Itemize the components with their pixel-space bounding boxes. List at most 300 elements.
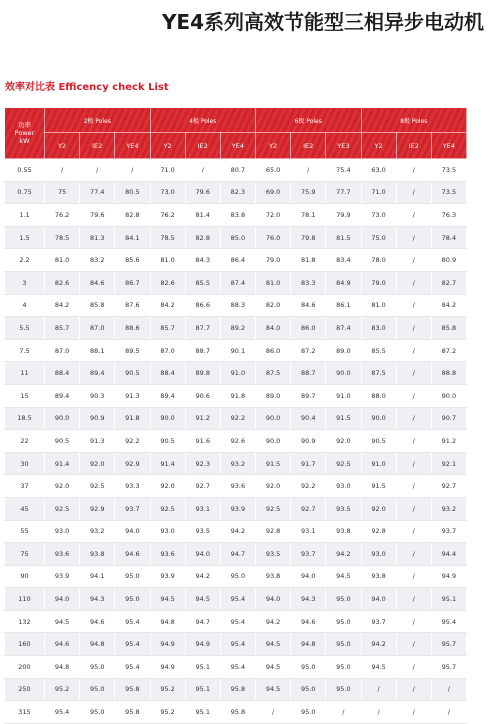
efficiency-cell: 92.3	[185, 452, 220, 475]
efficiency-cell: 86.6	[185, 294, 220, 317]
table-row	[5, 362, 467, 385]
power-cell: 30	[5, 452, 45, 475]
efficiency-cell: 92.0	[326, 430, 361, 453]
efficiency-cell: 73.5	[431, 181, 466, 204]
efficiency-cell: 85.5	[185, 271, 220, 294]
efficiency-cell: /	[396, 384, 431, 407]
efficiency-cell: 83.4	[326, 249, 361, 272]
efficiency-cell: 84.6	[291, 294, 326, 317]
efficiency-cell: 94.0	[361, 588, 396, 611]
efficiency-cell: 92.5	[150, 497, 185, 520]
efficiency-cell: 93.2	[431, 497, 466, 520]
efficiency-table	[4, 107, 467, 724]
efficiency-cell: 95.0	[326, 678, 361, 701]
efficiency-cell: 91.5	[326, 407, 361, 430]
efficiency-cell: 95.0	[80, 656, 115, 679]
efficiency-cell: 94.3	[80, 588, 115, 611]
efficiency-cell: 93.8	[80, 543, 115, 566]
efficiency-cell: 82.8	[115, 204, 150, 227]
efficiency-cell: 94.6	[80, 610, 115, 633]
efficiency-cell: 95.0	[291, 701, 326, 724]
efficiency-cell: 78.5	[150, 226, 185, 249]
efficiency-cell: 89.0	[256, 384, 291, 407]
table-row	[5, 701, 467, 724]
efficiency-cell: 84.2	[45, 294, 80, 317]
efficiency-cell: /	[361, 701, 396, 724]
power-cell: 160	[5, 633, 45, 656]
efficiency-cell: 93.7	[115, 497, 150, 520]
power-header-zh: 功率	[18, 121, 31, 129]
efficiency-cell: 93.9	[45, 565, 80, 588]
efficiency-cell: 82.6	[45, 271, 80, 294]
efficiency-cell: /	[396, 362, 431, 385]
efficiency-cell: 78.5	[45, 226, 80, 249]
efficiency-cell: 91.6	[185, 430, 220, 453]
efficiency-cell: 94.0	[185, 543, 220, 566]
table-row	[5, 271, 467, 294]
efficiency-cell: 71.0	[361, 181, 396, 204]
efficiency-cell: 69.0	[256, 181, 291, 204]
efficiency-cell: 87.0	[150, 339, 185, 362]
efficiency-cell: 95.4	[431, 610, 466, 633]
efficiency-cell: 92.0	[45, 475, 80, 498]
efficiency-cell: 86.0	[256, 339, 291, 362]
efficiency-cell: 91.0	[361, 452, 396, 475]
efficiency-cell: 95.1	[185, 678, 220, 701]
efficiency-cell: /	[396, 588, 431, 611]
efficiency-cell: 93.0	[361, 543, 396, 566]
efficiency-cell: 87.5	[256, 362, 291, 385]
efficiency-cell: 93.9	[220, 497, 255, 520]
efficiency-cell: 94.9	[431, 565, 466, 588]
efficiency-cell: 79.9	[326, 204, 361, 227]
power-cell: 1.5	[5, 226, 45, 249]
efficiency-cell: 94.2	[361, 633, 396, 656]
efficiency-cell: 75.4	[326, 159, 361, 182]
efficiency-cell: 88.4	[150, 362, 185, 385]
efficiency-cell: 95.4	[220, 633, 255, 656]
efficiency-cell: /	[185, 159, 220, 182]
table-row	[5, 181, 467, 204]
page-title: YE4系列高效节能型三相异步电动机	[161, 10, 484, 34]
efficiency-cell: 79.0	[361, 271, 396, 294]
sub-header: Y2	[45, 133, 80, 159]
efficiency-cell: 93.7	[291, 543, 326, 566]
efficiency-cell: 93.2	[220, 452, 255, 475]
efficiency-cell: 88.3	[220, 294, 255, 317]
pole-group-6: 6极 Poles	[256, 108, 362, 133]
efficiency-cell: 95.1	[185, 656, 220, 679]
efficiency-cell: 92.5	[45, 497, 80, 520]
efficiency-cell: /	[396, 610, 431, 633]
efficiency-cell: 91.0	[326, 384, 361, 407]
efficiency-cell: 82.3	[220, 181, 255, 204]
power-cell: 315	[5, 701, 45, 724]
efficiency-cell: 86.1	[326, 294, 361, 317]
efficiency-cell: /	[396, 520, 431, 543]
efficiency-cell: 78.1	[291, 204, 326, 227]
efficiency-cell: 90.0	[45, 407, 80, 430]
efficiency-cell: 90.5	[115, 362, 150, 385]
efficiency-cell: 88.8	[431, 362, 466, 385]
efficiency-cell: 92.0	[80, 452, 115, 475]
efficiency-cell: 93.6	[150, 543, 185, 566]
efficiency-cell: 76.2	[150, 204, 185, 227]
efficiency-cell: 93.7	[431, 520, 466, 543]
efficiency-cell: /	[396, 701, 431, 724]
efficiency-cell: 95.4	[115, 656, 150, 679]
sub-header: YE4	[431, 133, 466, 159]
table-row	[5, 656, 467, 679]
efficiency-cell: 79.0	[256, 249, 291, 272]
efficiency-cell: 95.0	[326, 588, 361, 611]
power-cell: 55	[5, 520, 45, 543]
efficiency-cell: 92.5	[256, 497, 291, 520]
efficiency-cell: 81.3	[80, 226, 115, 249]
efficiency-cell: 95.1	[431, 588, 466, 611]
efficiency-cell: 87.0	[80, 317, 115, 340]
efficiency-cell: 76.0	[256, 226, 291, 249]
efficiency-cell: 92.2	[115, 430, 150, 453]
power-cell: 2.2	[5, 249, 45, 272]
efficiency-cell: 94.5	[256, 656, 291, 679]
efficiency-cell: 94.6	[45, 633, 80, 656]
efficiency-cell: 91.2	[431, 430, 466, 453]
efficiency-cell: 88.0	[361, 384, 396, 407]
efficiency-cell: 92.7	[185, 475, 220, 498]
table-body	[5, 159, 467, 724]
efficiency-cell: 95.4	[220, 588, 255, 611]
efficiency-cell: 91.8	[220, 384, 255, 407]
efficiency-cell: 93.5	[256, 543, 291, 566]
efficiency-cell: 85.7	[45, 317, 80, 340]
efficiency-cell: 91.5	[361, 475, 396, 498]
efficiency-cell: /	[396, 204, 431, 227]
efficiency-cell: 94.4	[431, 543, 466, 566]
efficiency-cell: 77.4	[80, 181, 115, 204]
table-row	[5, 633, 467, 656]
efficiency-cell: 85.8	[431, 317, 466, 340]
sub-header: IE2	[80, 133, 115, 159]
efficiency-cell: 94.5	[256, 678, 291, 701]
efficiency-cell: 95.1	[185, 701, 220, 724]
table-row	[5, 452, 467, 475]
efficiency-cell: 73.0	[150, 181, 185, 204]
table-row	[5, 497, 467, 520]
efficiency-cell: 95.0	[291, 656, 326, 679]
efficiency-cell: 94.0	[45, 588, 80, 611]
efficiency-cell: 81.8	[291, 249, 326, 272]
efficiency-cell: 79.8	[291, 226, 326, 249]
sub-header: YE4	[115, 133, 150, 159]
efficiency-cell: 88.1	[80, 339, 115, 362]
efficiency-cell: 78.4	[431, 226, 466, 249]
efficiency-cell: 92.2	[220, 407, 255, 430]
table-row	[5, 159, 467, 182]
efficiency-cell: 63.0	[361, 159, 396, 182]
efficiency-cell: 87.0	[45, 339, 80, 362]
efficiency-cell: 90.0	[150, 407, 185, 430]
efficiency-cell: 83.2	[80, 249, 115, 272]
power-cell: 0.55	[5, 159, 45, 182]
power-column-header	[5, 108, 45, 159]
efficiency-cell: 81.4	[185, 204, 220, 227]
table-row	[5, 588, 467, 611]
efficiency-cell: 91.0	[220, 362, 255, 385]
efficiency-cell: 91.2	[185, 407, 220, 430]
efficiency-cell: 79.6	[185, 181, 220, 204]
efficiency-cell: /	[396, 181, 431, 204]
efficiency-cell: 85.6	[115, 249, 150, 272]
efficiency-cell: 85.5	[361, 339, 396, 362]
power-cell: 90	[5, 565, 45, 588]
efficiency-cell: /	[396, 407, 431, 430]
efficiency-cell: 81.0	[45, 249, 80, 272]
efficiency-cell: 87.5	[361, 362, 396, 385]
efficiency-cell: 95.4	[115, 633, 150, 656]
efficiency-cell: 81.0	[150, 249, 185, 272]
efficiency-cell: 95.2	[45, 678, 80, 701]
efficiency-cell: 82.6	[150, 271, 185, 294]
efficiency-cell: /	[396, 565, 431, 588]
efficiency-cell: /	[396, 339, 431, 362]
efficiency-cell: 95.8	[115, 701, 150, 724]
power-cell: 18.5	[5, 407, 45, 430]
efficiency-cell: 90.9	[80, 407, 115, 430]
power-cell: 37	[5, 475, 45, 498]
efficiency-cell: 84.1	[115, 226, 150, 249]
efficiency-cell: 90.0	[256, 407, 291, 430]
efficiency-cell: /	[396, 317, 431, 340]
efficiency-cell: 95.4	[115, 610, 150, 633]
efficiency-cell: 87.4	[220, 271, 255, 294]
efficiency-cell: 95.2	[150, 701, 185, 724]
efficiency-cell: /	[115, 159, 150, 182]
efficiency-cell: 93.0	[326, 475, 361, 498]
efficiency-cell: 84.2	[150, 294, 185, 317]
efficiency-cell: 94.5	[361, 656, 396, 679]
table-row	[5, 565, 467, 588]
efficiency-cell: 83.8	[220, 204, 255, 227]
efficiency-cell: 93.5	[185, 520, 220, 543]
efficiency-cell: 95.4	[220, 610, 255, 633]
efficiency-cell: /	[396, 294, 431, 317]
efficiency-cell: 92.7	[291, 497, 326, 520]
table-row	[5, 339, 467, 362]
sub-header: IE2	[396, 133, 431, 159]
efficiency-cell: 95.0	[326, 633, 361, 656]
power-cell: 132	[5, 610, 45, 633]
efficiency-cell: 92.2	[291, 475, 326, 498]
efficiency-cell: 81.0	[256, 271, 291, 294]
efficiency-cell: 81.0	[361, 294, 396, 317]
table-row	[5, 226, 467, 249]
table-row	[5, 520, 467, 543]
efficiency-cell: 94.9	[150, 633, 185, 656]
efficiency-cell: 95.0	[115, 588, 150, 611]
efficiency-cell: 91.3	[80, 430, 115, 453]
efficiency-cell: 84.6	[80, 271, 115, 294]
efficiency-cell: 92.6	[220, 430, 255, 453]
efficiency-cell: 87.2	[431, 339, 466, 362]
efficiency-cell: /	[396, 226, 431, 249]
efficiency-cell: 85.7	[150, 317, 185, 340]
efficiency-cell: /	[431, 678, 466, 701]
power-cell: 11	[5, 362, 45, 385]
power-cell: 4	[5, 294, 45, 317]
sub-header: YE4	[220, 133, 255, 159]
efficiency-cell: 85.8	[80, 294, 115, 317]
efficiency-cell: 80.9	[431, 249, 466, 272]
efficiency-cell: 80.7	[220, 159, 255, 182]
efficiency-cell: 91.3	[115, 384, 150, 407]
table-row	[5, 678, 467, 701]
pole-group-2: 2极 Poles	[45, 108, 151, 133]
efficiency-cell: /	[80, 159, 115, 182]
efficiency-cell: 94.5	[326, 565, 361, 588]
efficiency-cell: 92.8	[361, 520, 396, 543]
efficiency-cell: 93.9	[150, 565, 185, 588]
efficiency-cell: 86.0	[291, 317, 326, 340]
sub-header: YE3	[326, 133, 361, 159]
efficiency-cell: 75.9	[291, 181, 326, 204]
efficiency-cell: /	[396, 271, 431, 294]
efficiency-cell: 90.5	[150, 430, 185, 453]
efficiency-cell: 94.2	[185, 565, 220, 588]
power-cell: 200	[5, 656, 45, 679]
efficiency-cell: 76.2	[45, 204, 80, 227]
efficiency-cell: 94.6	[291, 610, 326, 633]
efficiency-cell: /	[45, 159, 80, 182]
efficiency-cell: 95.7	[431, 633, 466, 656]
power-cell: 3	[5, 271, 45, 294]
efficiency-cell: /	[396, 430, 431, 453]
efficiency-cell: 94.8	[80, 633, 115, 656]
efficiency-cell: 73.5	[431, 159, 466, 182]
efficiency-cell: /	[431, 701, 466, 724]
efficiency-cell: 73.0	[361, 204, 396, 227]
efficiency-cell: 90.3	[80, 384, 115, 407]
efficiency-cell: 87.2	[291, 339, 326, 362]
table-row	[5, 610, 467, 633]
efficiency-cell: 82.8	[185, 226, 220, 249]
table-row	[5, 294, 467, 317]
efficiency-cell: 84.9	[326, 271, 361, 294]
efficiency-cell: 93.6	[220, 475, 255, 498]
efficiency-cell: /	[396, 678, 431, 701]
section-title: 效率对比表 Efficency check List	[5, 82, 169, 93]
efficiency-cell: 91.7	[291, 452, 326, 475]
power-cell: 22	[5, 430, 45, 453]
efficiency-cell: 75	[45, 181, 80, 204]
power-cell: 1.1	[5, 204, 45, 227]
efficiency-cell: 90.0	[256, 430, 291, 453]
efficiency-cell: 94.5	[256, 633, 291, 656]
efficiency-cell: 91.8	[115, 407, 150, 430]
efficiency-cell: 92.0	[150, 475, 185, 498]
efficiency-cell: 92.1	[431, 452, 466, 475]
efficiency-cell: 65.0	[256, 159, 291, 182]
efficiency-cell: 92.9	[115, 452, 150, 475]
efficiency-cell: 91.5	[256, 452, 291, 475]
efficiency-cell: 90.5	[45, 430, 80, 453]
efficiency-cell: 90.0	[326, 362, 361, 385]
table-row	[5, 430, 467, 453]
efficiency-cell: 92.5	[80, 475, 115, 498]
efficiency-cell: 95.4	[220, 656, 255, 679]
power-cell: 250	[5, 678, 45, 701]
efficiency-cell: 93.8	[361, 565, 396, 588]
efficiency-cell: 79.6	[80, 204, 115, 227]
efficiency-cell: 94.2	[256, 610, 291, 633]
efficiency-cell: 92.9	[80, 497, 115, 520]
efficiency-cell: 93.1	[291, 520, 326, 543]
power-cell: 5.5	[5, 317, 45, 340]
efficiency-cell: /	[326, 701, 361, 724]
power-cell: 110	[5, 588, 45, 611]
efficiency-cell: 94.0	[115, 520, 150, 543]
efficiency-cell: 95.2	[150, 678, 185, 701]
efficiency-cell: 72.0	[256, 204, 291, 227]
efficiency-cell: 93.7	[361, 610, 396, 633]
table-row	[5, 475, 467, 498]
efficiency-cell: 78.0	[361, 249, 396, 272]
sub-header: IE2	[185, 133, 220, 159]
efficiency-cell: 90.9	[291, 430, 326, 453]
efficiency-cell: 94.5	[45, 610, 80, 633]
efficiency-cell: 89.4	[150, 384, 185, 407]
efficiency-cell: 77.7	[326, 181, 361, 204]
efficiency-cell: 95.8	[220, 678, 255, 701]
efficiency-cell: 89.8	[185, 362, 220, 385]
efficiency-cell: 75.0	[361, 226, 396, 249]
efficiency-cell: 93.8	[326, 520, 361, 543]
table-row	[5, 317, 467, 340]
efficiency-cell: 88.4	[45, 362, 80, 385]
efficiency-cell: 84.3	[185, 249, 220, 272]
efficiency-cell: 94.2	[326, 543, 361, 566]
efficiency-cell: 95.8	[115, 678, 150, 701]
efficiency-cell: 93.0	[45, 520, 80, 543]
efficiency-cell: 91.4	[150, 452, 185, 475]
pole-group-4: 4极 Poles	[150, 108, 256, 133]
power-cell: 0.75	[5, 181, 45, 204]
efficiency-cell: 94.8	[150, 610, 185, 633]
table-row	[5, 543, 467, 566]
efficiency-cell: 94.5	[185, 588, 220, 611]
efficiency-cell: 90.1	[220, 339, 255, 362]
efficiency-cell: 89.4	[45, 384, 80, 407]
efficiency-cell: 85.0	[220, 226, 255, 249]
efficiency-cell: 89.2	[220, 317, 255, 340]
efficiency-cell: 89.0	[326, 339, 361, 362]
efficiency-cell: 83.3	[291, 271, 326, 294]
efficiency-cell: 94.1	[80, 565, 115, 588]
power-header-unit: kW	[19, 137, 30, 145]
efficiency-cell: 94.5	[150, 588, 185, 611]
efficiency-cell: 94.2	[220, 520, 255, 543]
efficiency-cell: 92.0	[361, 497, 396, 520]
efficiency-cell: 90.0	[361, 407, 396, 430]
efficiency-cell: 89.7	[291, 384, 326, 407]
power-cell: 7.5	[5, 339, 45, 362]
efficiency-cell: 81.5	[326, 226, 361, 249]
efficiency-cell: 88.7	[291, 362, 326, 385]
efficiency-cell: 95.4	[45, 701, 80, 724]
efficiency-cell: 82.7	[431, 271, 466, 294]
efficiency-cell: 94.7	[220, 543, 255, 566]
efficiency-cell: 95.7	[431, 656, 466, 679]
